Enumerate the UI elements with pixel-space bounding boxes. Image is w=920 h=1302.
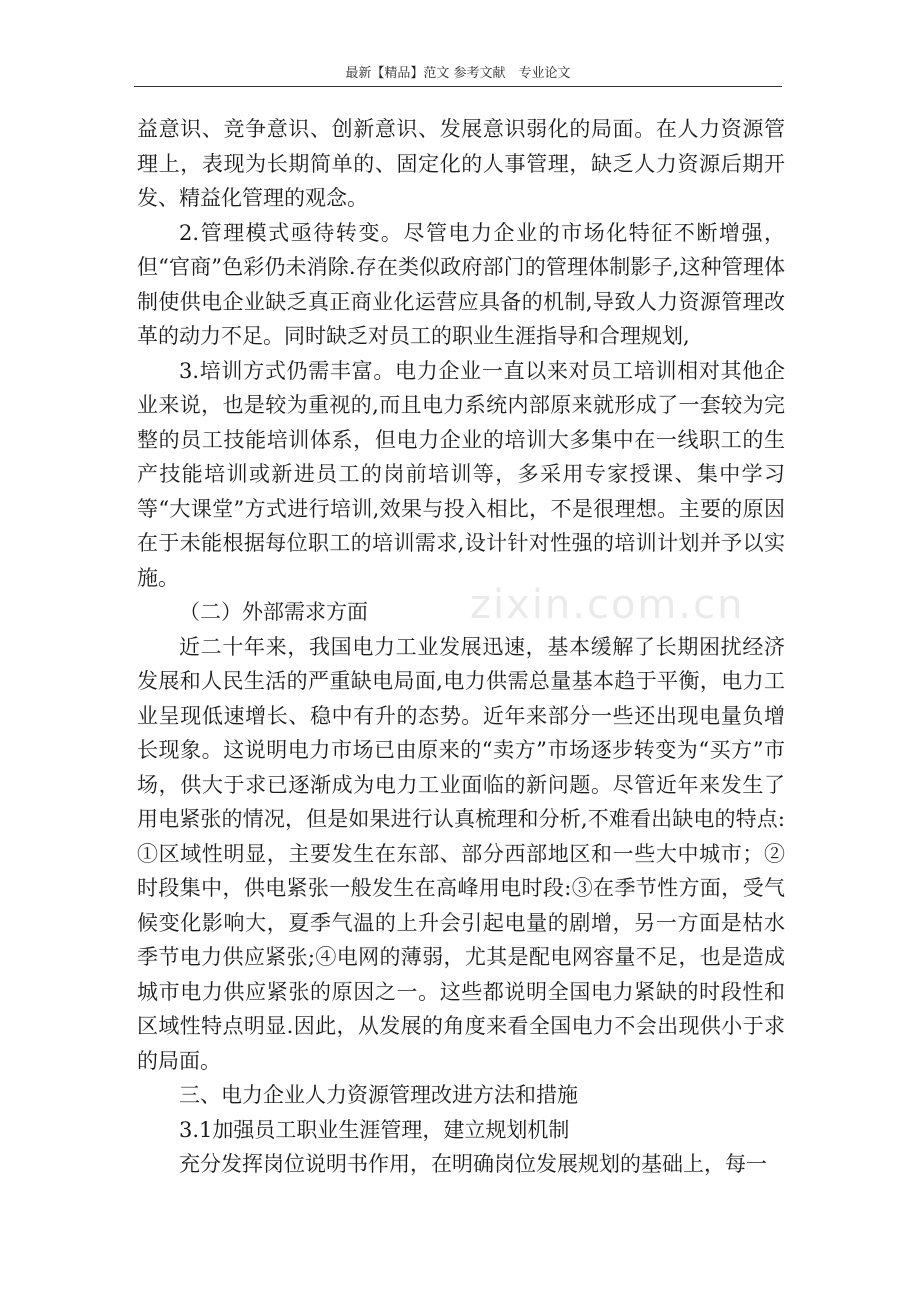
document-body (137, 112, 785, 1182)
paragraph-training-methods: 3.培训方式仍需丰富。电力企业一直以来对员工培训相对其他企业来说，也是较为重视的,而且电力系统内部原来就形成了一套较为完整的员工技能培训体系，但电力企业的培训大多集中在一线职工的生产技能培训或新进员工的岗前培训等，多采用专家授课、集中学习等“大课堂”方式进行培训,效果与投入相比，不是很理想。主要的原因在于未能根据每位职工的培训需求,设计针对性强的培训计划并予以实施。 (137, 358, 785, 590)
paragraph-power-industry: 近二十年来，我国电力工业发展迅速，基本缓解了长期困扰经济发展和人民生活的严重缺电局面,电力供需总量基本趋于平衡，电力工业呈现低速增长、稳中有升的态势。近年来部分一些还出现电量负增长现象。这说明电力市场已由原来的“卖方”市场逐步转变为“买方”市场，供大于求已逐渐成为电力工业面临的新问题。尽管近年来发生了用电紧张的情况，但是如果进行认真梳理和分析,不难看出缺电的特点:①区域性明显，主要发生在东部、部分西部地区和一些大中城市；②时段集中，供电紧张一般发生在高峰用电时段:③在季节性方面，受气候变化影响大，夏季气温的上升会引起电量的剧增，另一方面是枯水季节电力供应紧张;④电网的薄弱，尤其是配电网容量不足，也是造成城市电力供应紧张的原因之一。这些都说明全国电力紧缺的时段性和区域性特点明显.因此，从发展的角度来看全国电力不会出现供小于求的局面。 (137, 634, 785, 1073)
header-text: 最新【精品】范文 参考文献 专业论文 (345, 66, 571, 81)
paragraph-continuation: 益意识、竞争意识、创新意识、发展意识弱化的局面。在人力资源管理上，表现为长期简单的、固定化的人事管理，缺乏人力资源后期开发、精益化管理的观念。 (137, 117, 785, 210)
watermark: zixin.com.cn (470, 582, 745, 628)
section-heading-external-demand: （二）外部需求方面 (179, 600, 368, 624)
paragraph-management-mode: 2.管理模式亟待转变。尽管电力企业的市场化特征不断增强，但“官商”色彩仍未消除.存在类似政府部门的管理体制影子,这种管理体制使供电企业缺乏真正商业化运营应具备的机制,导致人力资源管理改革的动力不足。同时缺乏对员工的职业生涯指导和合理规划, (137, 220, 785, 348)
page-header (134, 62, 782, 87)
paragraph-job-description: 充分发挥岗位说明书作用，在明确岗位发展规划的基础上，每一 (179, 1152, 767, 1176)
section-heading-improvement-measures: 三、电力企业人力资源管理改进方法和措施 (179, 1083, 578, 1107)
subsection-heading-career-management: 3.1加强员工职业生涯管理，建立规划机制 (179, 1117, 570, 1142)
